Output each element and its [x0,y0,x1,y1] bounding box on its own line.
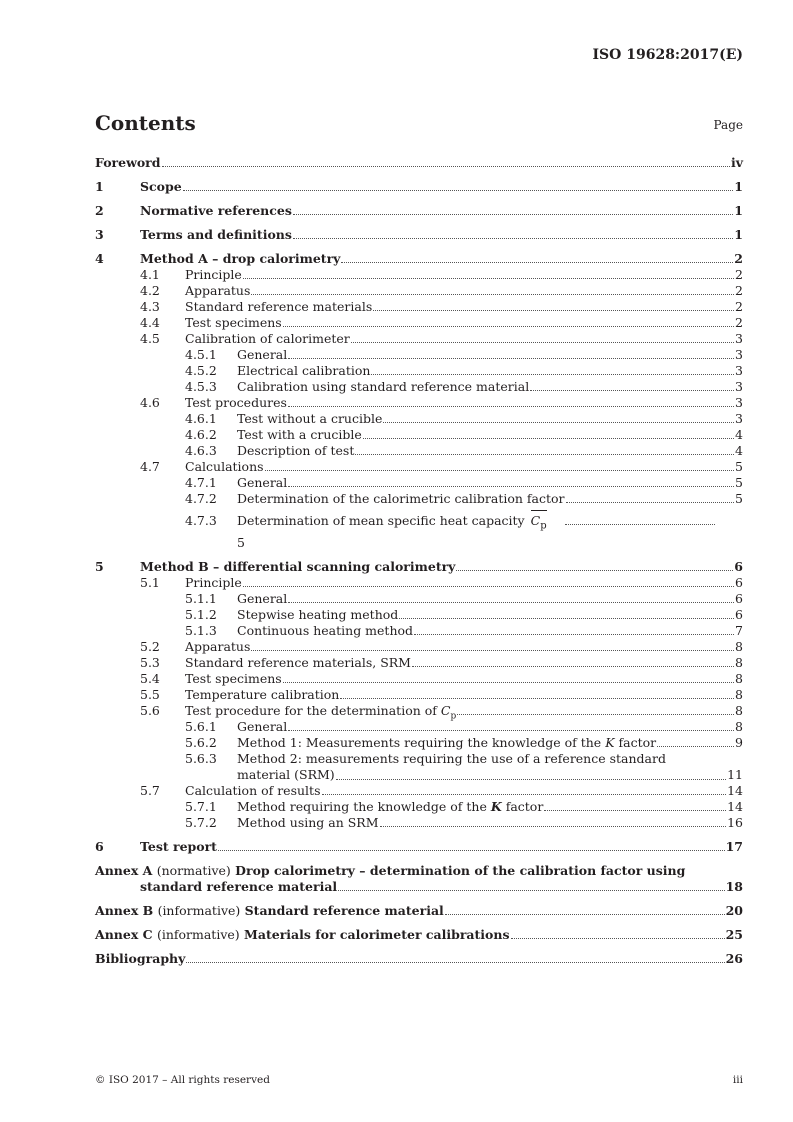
leader-dots [251,650,734,651]
toc-entry-4-7-2[interactable] [95,491,743,507]
toc-number: 4.1 [140,267,160,282]
document-id: ISO 19628:2017(E) [592,47,743,63]
toc-title: Calibration using standard reference material [237,379,530,394]
toc-entry-5-6-2[interactable] [95,735,743,751]
toc-number: 5.1.2 [185,607,217,622]
toc-title: Test procedures [185,395,287,410]
toc-page: 3 [735,411,743,426]
toc-number: 5.6.1 [185,719,217,734]
toc-entry-annex-a[interactable] [95,863,743,895]
toc-number: 5.7 [140,783,160,798]
toc-entry-4-5[interactable] [95,331,743,347]
toc-title: Apparatus [185,283,251,298]
leader-dots [566,502,735,503]
toc-entry-1[interactable] [95,179,743,195]
toc-number: 2 [95,203,104,218]
toc-page: 3 [735,363,743,378]
toc-entry-6[interactable] [95,839,743,855]
contents-title: Contents [95,111,196,135]
toc-entry-4-6[interactable] [95,395,743,411]
toc-entry-4-2[interactable] [95,283,743,299]
toc-entry-5-1-2[interactable] [95,607,743,623]
toc-title: Calculations [185,459,264,474]
toc-number: 4.5.3 [185,379,217,394]
toc-title: General [237,347,288,362]
toc-page: 4 [735,427,743,442]
toc-page: 2 [735,283,743,298]
toc-page: 4 [735,443,743,458]
leader-dots [288,358,734,359]
annex-title: Standard reference material [244,903,444,918]
toc-number: 4.5.2 [185,363,217,378]
annex-type: (normative) [156,863,231,878]
toc-number: 4.6 [140,395,160,410]
toc-title: Test procedure for the determination of $C_p$ [185,703,457,722]
toc-title: Test without a crucible [237,411,383,426]
leader-dots [363,438,734,439]
leader-dots [288,486,734,487]
toc-number: 5.6.2 [185,735,217,750]
toc-page: 5 [735,491,743,506]
toc-title: Test specimens [185,315,282,330]
toc-entry-annex-b[interactable] [95,903,743,919]
toc-entry-4-4[interactable] [95,315,743,331]
leader-dots [265,470,735,471]
toc-entry-4-6-2[interactable] [95,427,743,443]
toc-title: Method using an SRM [237,815,379,830]
leader-dots [414,634,734,635]
leader-dots [162,166,730,167]
toc-title: Electrical calibration [237,363,371,378]
toc-title: Standard reference materials, SRM [185,655,411,670]
leader-dots [243,278,734,279]
toc-page: iv [730,155,743,170]
toc-number: 5.1 [140,575,160,590]
toc-page: 17 [725,839,743,854]
leader-dots [288,730,734,731]
toc-entry-4-5-1[interactable] [95,347,743,363]
toc-title: Apparatus [185,639,251,654]
toc-number: 5.3 [140,655,160,670]
toc-title: General [237,719,288,734]
toc-number: 5.1.3 [185,623,217,638]
toc-number: 6 [95,839,104,854]
toc-page: 6 [735,607,743,622]
toc-entry-5-7[interactable] [95,783,743,799]
toc-number: 4.7.2 [185,491,217,506]
toc-entry-5-6-3-continued[interactable] [95,767,743,783]
annex-label: Annex B [95,903,154,918]
toc-page: 8 [735,655,743,670]
leader-dots [341,262,733,263]
toc-page: 5 [735,459,743,474]
toc-page-continued: 5 [237,535,245,550]
toc-page: 25 [725,927,743,942]
toc-number: 4.4 [140,315,160,330]
annex-type: (informative) [156,927,240,942]
toc-number: 4.5.1 [185,347,217,362]
toc-page: 3 [735,347,743,362]
toc-number: 4.6.1 [185,411,217,426]
toc-title: Scope [140,179,182,194]
toc-number: 5 [95,559,104,574]
k-factor-symbol: K [490,799,502,814]
toc-page: 8 [735,639,743,654]
annex-title-continued: standard reference material [140,879,338,894]
heat-capacity-symbol: $C_p$ [440,703,457,722]
toc-page: 9 [735,735,743,750]
toc-title: General [237,591,288,606]
toc-entry-5-6-3[interactable] [95,751,743,767]
toc-page: 8 [735,703,743,718]
leader-dots [322,794,727,795]
toc-number: 4.3 [140,299,160,314]
toc-entry-4-7[interactable] [95,459,743,475]
toc-title: Test with a crucible [237,427,362,442]
leader-dots [340,698,734,699]
toc-number: 5.2 [140,639,160,654]
toc-title: Calibration of calorimeter [185,331,350,346]
toc-page: 5 [735,475,743,490]
leader-dots [380,826,727,827]
leader-dots [412,666,734,667]
toc-entry-3[interactable] [95,227,743,243]
leader-dots [288,406,734,407]
toc-entry-5-1-1[interactable] [95,591,743,607]
toc-title: Method 2: measurements requiring the use of a reference standard [237,751,666,766]
toc-entry-2[interactable] [95,203,743,219]
toc-title: General [237,475,288,490]
toc-page: 8 [735,719,743,734]
toc-number: 4.5 [140,331,160,346]
toc-title: Principle [185,267,242,282]
leader-dots [383,422,734,423]
toc-page: 6 [735,591,743,606]
toc-number: 4.7.3 [185,513,217,528]
toc-title: Temperature calibration [185,687,340,702]
leader-dots [530,390,734,391]
leader-dots [445,914,725,915]
toc-entry-4-5-3[interactable] [95,379,743,395]
leader-dots [183,190,734,191]
toc-title: Method 1: Measurements requiring the knowledge of the K factor [237,735,657,750]
leader-dots [251,294,734,295]
toc-entry-5-1-3[interactable] [95,623,743,639]
leader-dots [511,938,725,939]
toc-number: 5.7.2 [185,815,217,830]
toc-entry-5-7-2[interactable] [95,815,743,831]
leader-dots [336,767,726,780]
toc-title: Foreword [95,155,161,170]
toc-entry-4-1[interactable] [95,267,743,283]
toc-title: Determination of the calorimetric calibration factor [237,491,565,506]
leader-dots [243,586,734,587]
toc-page: 1 [734,179,743,194]
toc-number: 4.7.1 [185,475,217,490]
toc-page: 3 [735,379,743,394]
toc-entry-5[interactable] [95,559,743,575]
leader-dots [218,850,725,851]
table-of-contents [95,155,743,967]
toc-title: Test specimens [185,671,282,686]
toc-entry-4-5-2[interactable] [95,363,743,379]
toc-title: material (SRM) [237,767,335,782]
toc-entry-5-6[interactable] [95,703,743,722]
annex-title: Drop calorimetry – determination of the calibration factor using [235,863,686,878]
toc-page: 7 [735,623,743,638]
toc-page: 26 [725,951,743,966]
toc-page: 14 [727,799,743,814]
toc-entry-4[interactable] [95,251,743,267]
toc-title: Determination of mean specific heat capacity [237,513,525,528]
annex-type: (informative) [157,903,241,918]
toc-entry-4-7-3[interactable] [95,509,743,533]
leader-dots [657,746,734,747]
toc-entry-5-4[interactable] [95,671,743,687]
toc-title: Standard reference materials [185,299,373,314]
toc-page: 2 [735,267,743,282]
toc-number: 5.1.1 [185,591,217,606]
toc-number: 4.7 [140,459,160,474]
toc-page: 3 [735,331,743,346]
leader-dots [338,890,724,891]
leader-dots [373,310,734,311]
toc-title: Stepwise heating method [237,607,399,622]
toc-number: 5.5 [140,687,160,702]
toc-entry-4-3[interactable] [95,299,743,315]
toc-entry-foreword[interactable] [95,155,743,171]
toc-number: 5.6.3 [185,751,217,766]
toc-page: 8 [735,687,743,702]
toc-entry-5-5[interactable] [95,687,743,703]
leader-dots [355,454,734,455]
toc-title: Terms and definitions [140,227,292,242]
toc-page: 6 [734,559,743,574]
leader-dots [283,682,734,683]
toc-page: 11 [727,767,743,782]
toc-page: 18 [725,879,743,894]
annex-label: Annex C [95,927,153,942]
leader-dots [351,342,734,343]
page-column-label: Page [713,118,743,132]
toc-number: 4.6.2 [185,427,217,442]
toc-title: Description of test [237,443,355,458]
toc-entry-5-2[interactable] [95,639,743,655]
toc-entry-4-6-1[interactable] [95,411,743,427]
toc-title: Continuous heating method [237,623,414,638]
toc-page: 6 [735,575,743,590]
toc-page: 2 [735,299,743,314]
toc-page: 3 [735,395,743,410]
toc-number: 1 [95,179,104,194]
toc-page: 2 [734,251,743,266]
leader-dots [565,524,715,525]
toc-number: 4.6.3 [185,443,217,458]
toc-number: 5.4 [140,671,160,686]
annex-label: Annex A [95,863,153,878]
leader-dots [399,618,734,619]
toc-page: 14 [727,783,743,798]
mean-heat-capacity-symbol: $C_p$ [531,509,547,539]
toc-title: Bibliography [95,951,186,966]
toc-entry-4-6-3[interactable] [95,443,743,459]
leader-dots [293,214,733,215]
toc-title: Method requiring the knowledge of the K factor [237,799,544,814]
toc-entry-5-3[interactable] [95,655,743,671]
leader-dots [456,570,733,571]
toc-title: Principle [185,575,242,590]
toc-entry-5-7-1[interactable] [95,799,743,815]
leader-dots [283,326,734,327]
toc-page: 16 [727,815,743,830]
leader-dots [457,714,734,715]
leader-dots [293,238,733,239]
toc-page: 8 [735,671,743,686]
toc-number: 5.7.1 [185,799,217,814]
toc-entry-4-7-1[interactable] [95,475,743,491]
leader-dots [288,602,734,603]
copyright-notice: © ISO 2017 – All rights reserved [95,1074,270,1086]
toc-title: Test report [140,839,217,854]
toc-number: 4 [95,251,104,266]
leader-dots [186,962,724,963]
toc-title: Calculation of results [185,783,321,798]
toc-number: 3 [95,227,104,242]
toc-entry-bibliography[interactable] [95,951,743,967]
toc-number: 4.2 [140,283,160,298]
leader-dots [544,810,726,811]
toc-title: Normative references [140,203,292,218]
toc-title: Method A – drop calorimetry [140,251,341,266]
toc-title: Method B – differential scanning calorimetry [140,559,456,574]
annex-title: Materials for calorimeter calibrations [244,927,510,942]
k-factor-symbol: K [605,735,615,750]
toc-page: 1 [734,203,743,218]
toc-page: 1 [734,227,743,242]
page-number: iii [732,1074,743,1086]
toc-number: 5.6 [140,703,160,718]
toc-entry-annex-c[interactable] [95,927,743,943]
toc-entry-5-1[interactable] [95,575,743,591]
toc-page: 2 [735,315,743,330]
toc-page: 20 [725,903,743,918]
leader-dots [371,374,734,375]
